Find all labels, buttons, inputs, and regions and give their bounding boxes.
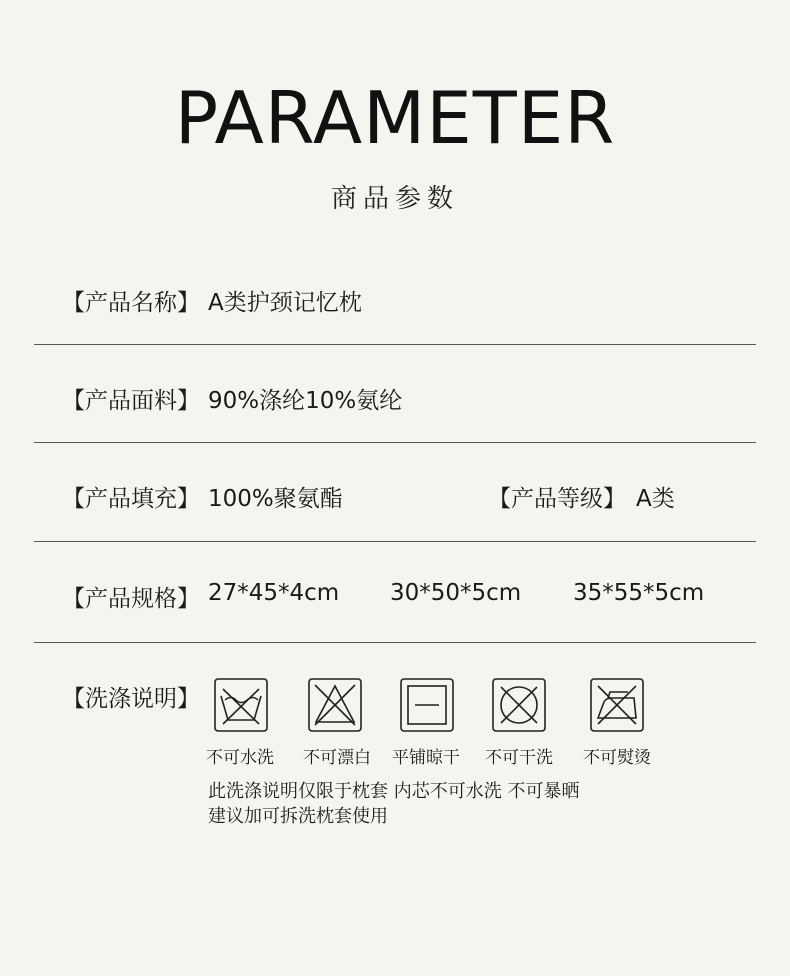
care-icon-label: 不可熨烫: [583, 748, 651, 768]
no-wash-icon: [214, 678, 268, 732]
size-label: 【产品规格】: [62, 586, 200, 612]
name-label: 【产品名称】: [62, 290, 200, 316]
no-bleach-icon: [308, 678, 362, 732]
divider: [34, 344, 756, 345]
name-value: A类护颈记忆枕: [208, 290, 362, 316]
size-value-1: 27*45*4cm: [208, 580, 340, 606]
no-iron-icon: [590, 678, 644, 732]
no-dry-clean-icon: [492, 678, 546, 732]
divider: [34, 442, 756, 443]
size-value-3: 35*55*5cm: [573, 580, 705, 606]
care-note-line1: 此洗涤说明仅限于枕套 内芯不可水洗 不可暴晒: [208, 781, 580, 802]
page-title: PARAMETER: [174, 76, 616, 160]
filling-label: 【产品填充】: [62, 486, 200, 512]
filling-value: 100%聚氨酯: [208, 486, 343, 512]
fabric-value: 90%涤纶10%氨纶: [208, 388, 403, 414]
divider: [34, 642, 756, 643]
care-icon-label: 不可水洗: [206, 748, 274, 768]
grade-label: 【产品等级】: [488, 486, 626, 512]
grade-value: A类: [636, 486, 675, 512]
care-icon-label: 不可漂白: [303, 748, 371, 768]
care-icon-label: 平铺晾干: [392, 748, 460, 768]
size-value-2: 30*50*5cm: [390, 580, 522, 606]
care-label: 【洗涤说明】: [62, 686, 200, 712]
care-note-line2: 建议加可拆洗枕套使用: [208, 806, 388, 827]
fabric-label: 【产品面料】: [62, 388, 200, 414]
care-icon-label: 不可干洗: [485, 748, 553, 768]
divider: [34, 541, 756, 542]
page-subtitle: 商品参数: [330, 184, 459, 214]
dry-flat-icon: [400, 678, 454, 732]
